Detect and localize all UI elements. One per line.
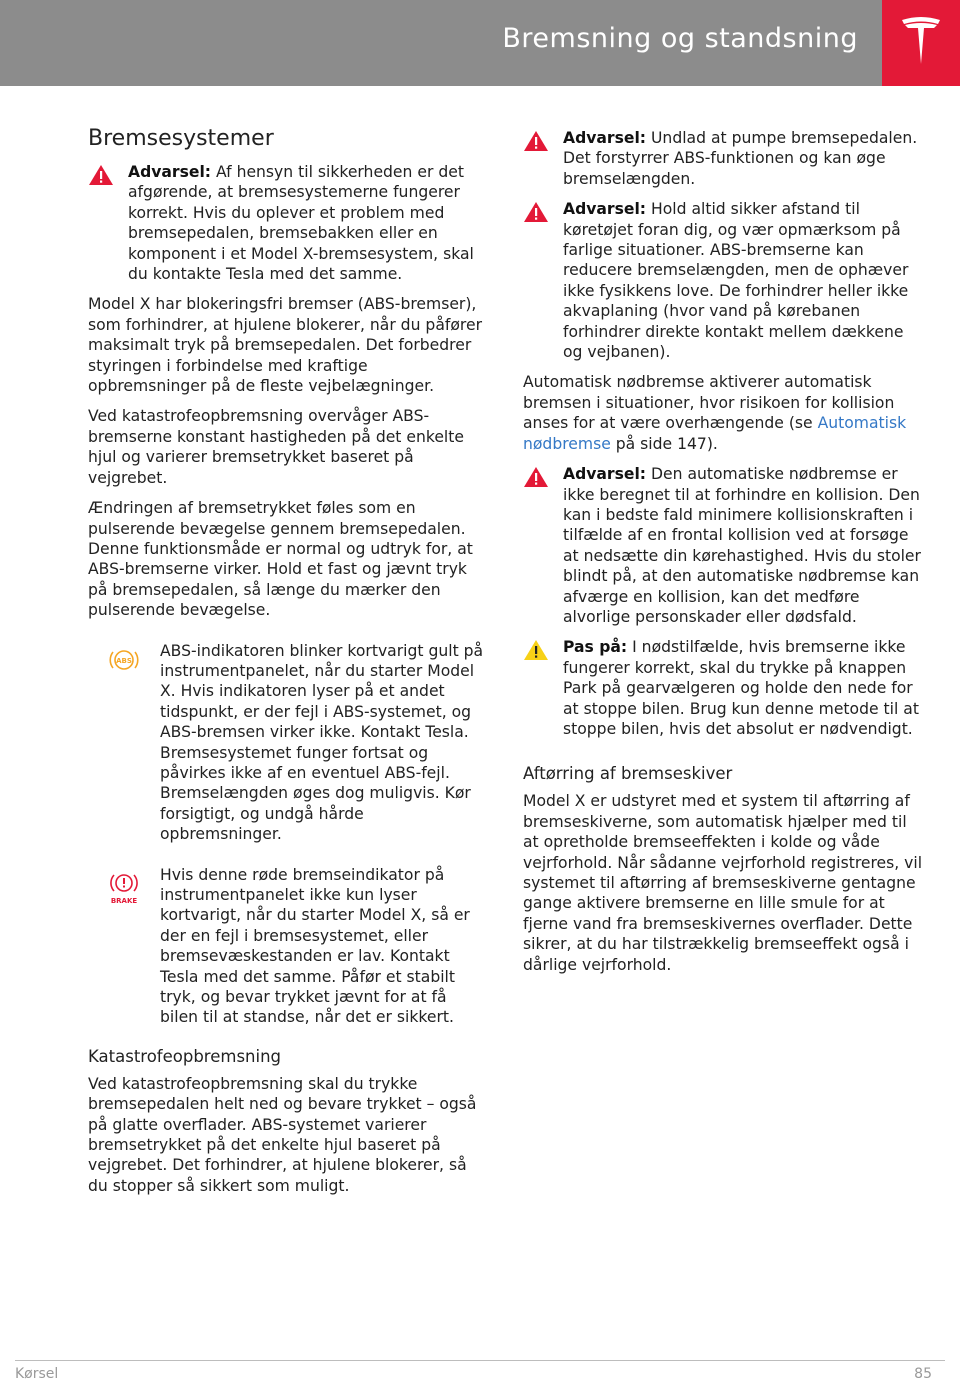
warning-text: Den automatiske nødbremse er ikke beregnet til at forhindre en kollision. Den kan i bedste fald minimere kollisionskraften i tilfælde af en frontal kollision ved at forsøge at nedsætte din kørehastighed. Hvis du stoler blindt på, at den automatiske nødbremse kan afværge en kollision, kan det medføre alvorlige personskader eller dødsfald. [563, 465, 921, 626]
warning-block [523, 128, 923, 189]
warning-triangle-icon [523, 201, 549, 223]
paragraph: Model X er udstyret med et system til aftørring af bremseskiverne, som automatisk hjælper med til at opretholde bremseeffekten i kolde og våde vejrforhold. Når sådanne vejrforhold registreres, vil systemet til aftørring af bremseskiverne gentagne gange aktivere bremserne en lille smule for at fjerne vand fra bremseskivernes overflader. Dette sikrer, at du har tilstrækkelig bremseeffekt også i dårlige vejrforhold. [523, 792, 923, 974]
brake-warning-icon [106, 871, 142, 905]
warning-text: Undlad at pumpe bremsepedalen. Det forstyrrer ABS-funktionen og kan øge bremselængden. [563, 129, 918, 188]
page-title: Bremsning og standsning [502, 23, 858, 54]
brake-icon-label: BRAKE [110, 896, 138, 905]
paragraph: Ændringen af bremsetrykket føles som en pulserende bevægelse gennem bremsepedalen. Denne funktionsmåde er normal og udtryk for, at ABS-bremserne virker. Hold et fast og jævnt tryk på bremsepedalen, så længe du mærker den pulserende bevægelse. [88, 499, 473, 620]
abs-indicator-text: ABS-indikatoren blinker kortvarigt gult på instrumentpanelet, når du starter Model X. Hvis indikatoren lyser på et andet tidspunkt, er der fejl i ABS-systemet, og ABS-bremsen virker ikke. Kontakt Tesla. Bremsesystemet funger fortsat og påvirkes ikke af en eventuel ABS-fejl. Bremselængden øges dog muligvis. Kør forsigtigt, og undgå hårde opbremsninger. [160, 641, 484, 844]
caution-label: Pas på: [563, 638, 628, 657]
left-column [88, 124, 484, 1206]
warning-text: Hold altid sikker afstand til køretøjet foran dig, og vær opmærksom på farlige situationer. ABS-bremserne kan reducere bremselængden, men de ophæver ikke fysikkens love. De forhindrer heller ikke akvaplaning (hvor vand på kørebanen forhindrer direkte kontakt mellem dækkene og vejbanen). [563, 200, 909, 362]
paragraph-text: på side 147). [610, 434, 718, 453]
caution-text: I nødstilfælde, hvis bremserne ikke fungerer korrekt, skal du trykke på knappen Park på gearvælgeren og holde den nede for at stoppe bilen. Brug kun denne metode til at stoppe bilen, hvis det absolut er nødvendigt. [563, 638, 919, 738]
aeb-link[interactable]: Automatisk nødbremse [523, 414, 907, 453]
warning-label: Advarsel: [563, 465, 647, 484]
abs-indicator-row [88, 641, 484, 845]
warning-block [88, 162, 484, 284]
caution-block [523, 637, 923, 739]
warning-label: Advarsel: [563, 200, 647, 219]
abs-warning-icon [109, 647, 139, 673]
footer-divider [15, 1360, 945, 1361]
paragraph: Ved katastrofeopbremsning overvåger ABS-bremserne konstant hastigheden på det enkelte hjul og varierer bremsetrykket baseret på vejgrebet. [88, 407, 464, 487]
paragraph-text: Automatisk nødbremse aktiverer automatisk bremsen i situationer, hvor risikoen for kollision anses for at være overhængende (se [523, 373, 895, 433]
page-header [0, 0, 960, 86]
warning-triangle-icon [523, 466, 549, 488]
paragraph [523, 372, 923, 454]
abs-icon-label: ABS [116, 656, 132, 665]
brake-indicator-row [88, 865, 484, 1028]
page-number: 85 [914, 1366, 932, 1382]
paragraph: Ved katastrofeopbremsning skal du trykke bremsepedalen helt ned og bevare trykket – også på glatte overflader. ABS-systemet varierer bremsetrykket på det enkelte hjul baseret på vejgrebet. Det forhindrer, at hjulene blokerer, så du stopper så sikkert som muligt. [88, 1074, 477, 1195]
right-column [523, 128, 923, 985]
warning-label: Advarsel: [128, 163, 212, 181]
subheading: Aftørring af bremseskiver [523, 764, 733, 784]
brake-indicator-text: Hvis denne røde bremseindikator på instrumentpanelet ikke kun lyser kortvarigt, når du starter Model X, så er der en fejl i bremsesystemet, eller bremsevæskestanden er lav. Kontakt Tesla med det samme. Påfør et stabilt tryk, og bevar trykket jævnt for at få bilen til at standse, når det er sikkert. [160, 865, 470, 1027]
caution-triangle-icon [523, 639, 549, 661]
warning-label: Advarsel: [563, 129, 647, 147]
warning-triangle-icon [523, 130, 549, 152]
warning-block [523, 199, 923, 362]
tesla-logo-icon [900, 16, 942, 68]
brand-logo [882, 0, 960, 86]
warning-text: Af hensyn til sikkerheden er det afgørende, at bremsesystemerne fungerer korrekt. Hvis du oplever et problem med bremsepedalen, bremsebakken eller en komponent i et Model X-bremsesystem, skal du kontakte Tesla med det samme. [128, 163, 474, 284]
paragraph: Model X har blokeringsfri bremser (ABS-bremser), som forhindrer, at hjulene blokerer, når du påfører maksimalt tryk på bremsepedalen. Det forbedrer styringen i forbindelse med kraftige opbremsninger på de fleste vejbelægninger. [88, 295, 482, 396]
warning-block [523, 464, 923, 627]
subheading: Katastrofeopbremsning [88, 1046, 282, 1066]
warning-triangle-icon [88, 164, 114, 186]
section-heading: Bremsesystemer [88, 126, 274, 151]
footer-section: Kørsel [15, 1366, 59, 1382]
